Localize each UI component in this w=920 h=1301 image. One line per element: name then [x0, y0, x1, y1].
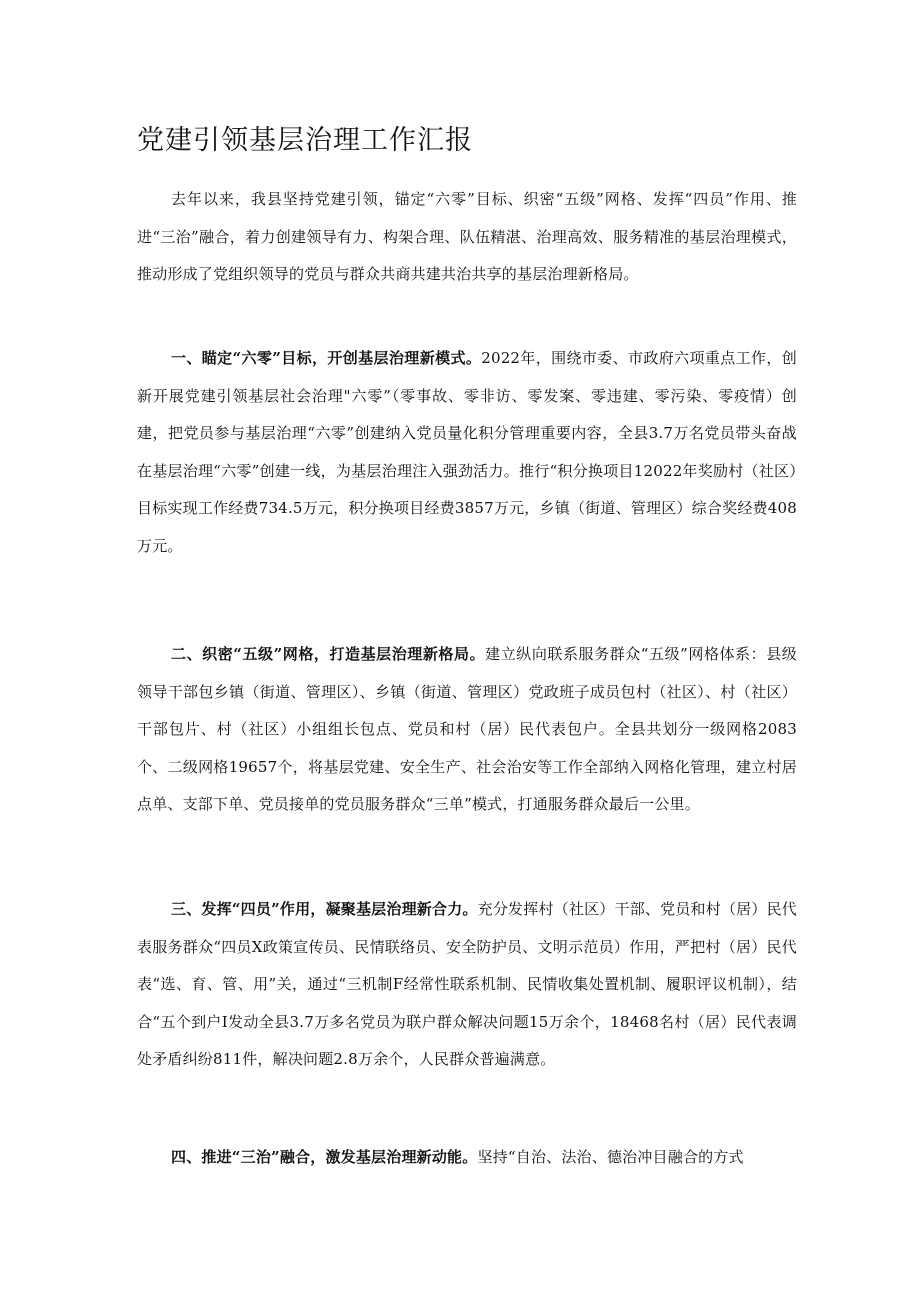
- section-1-paragraph: [137, 340, 797, 566]
- document-title: 党建引领基层治理工作汇报: [137, 125, 473, 156]
- section-4-heading: 四、推进“三治”融合，激发基层治理新动能。: [171, 1148, 478, 1166]
- section-3-paragraph: [137, 891, 797, 1079]
- section-4-paragraph: [137, 1139, 797, 1177]
- section-4-body: 坚持“自治、法治、德治冲目融合的方式: [477, 1148, 744, 1166]
- section-1-body: 2022年，围绕市委、市政府六项重点工作，创新开展党建引领基层社会治理"六零”（零事故、零非访、零发案、零违建、零污染、零疫情）创建，把党员参与基层治理“六零”创建纳入党员量化积分管理重要内容，全县3.7万名党员带头奋战在基层治理“六零”创建一线，为基层治理注入强劲活力。推行“积分换项目12022年奖励村（社区）目标实现工作经费734.5万元，积分换项目经费3857万元，乡镇（街道、管理区）综合奖经费408万元。: [137, 349, 797, 555]
- section-1-heading: 一、瞄定“六零”目标，开创基层治理新模式。: [171, 349, 482, 367]
- section-2-heading: 二、织密“五级”网格，打造基层治理新格局。: [171, 645, 486, 663]
- section-2-body: 建立纵向联系服务群众“五级”网格体系：县级领导干部包乡镇（街道、管理区）、乡镇（街道、管理区）党政班子成员包村（社区）、村（社区）干部包片、村（社区）小组组长包点、党员和村（居）民代表包户。全县共划分一级网格2083个、二级网格19657个，将基层党建、安全生产、社会治安等工作全部纳入网格化管理，建立村居点单、支部下单、党员接单的党员服务群众“三单”模式，打通服务群众最后一公里。: [137, 645, 797, 814]
- section-2-paragraph: [137, 636, 797, 824]
- intro-paragraph: 去年以来，我县坚持党建引领，锚定“六零”目标、织密“五级”网格、发挥“四员”作用、推进“三治”融合，着力创建领导有力、构架合理、队伍精湛、治理高效、服务精准的基层治理模式，推动形成了党组织领导的党员与群众共商共建共治共享的基层治理新格局。: [137, 190, 797, 284]
- section-3-body: 充分发挥村（社区）干部、党员和村（居）民代表服务群众“四员X政策宣传员、民情联络员、安全防护员、文明示范员）作用，严把村（居）民代表“选、育、管、用”关，通过“三机制F经常性联系机制、民情收集处置机制、履职评议机制），结合“五个到户I发动全县3.7万多名党员为联户群众解决问题15万余个，18468名村（居）民代表调处矛盾纠纷811件，解决问题2.8万余个，人民群众普遍满意。: [137, 900, 798, 1069]
- section-3-heading: 三、发挥“四员”作用，凝聚基层治理新合力。: [171, 900, 478, 918]
